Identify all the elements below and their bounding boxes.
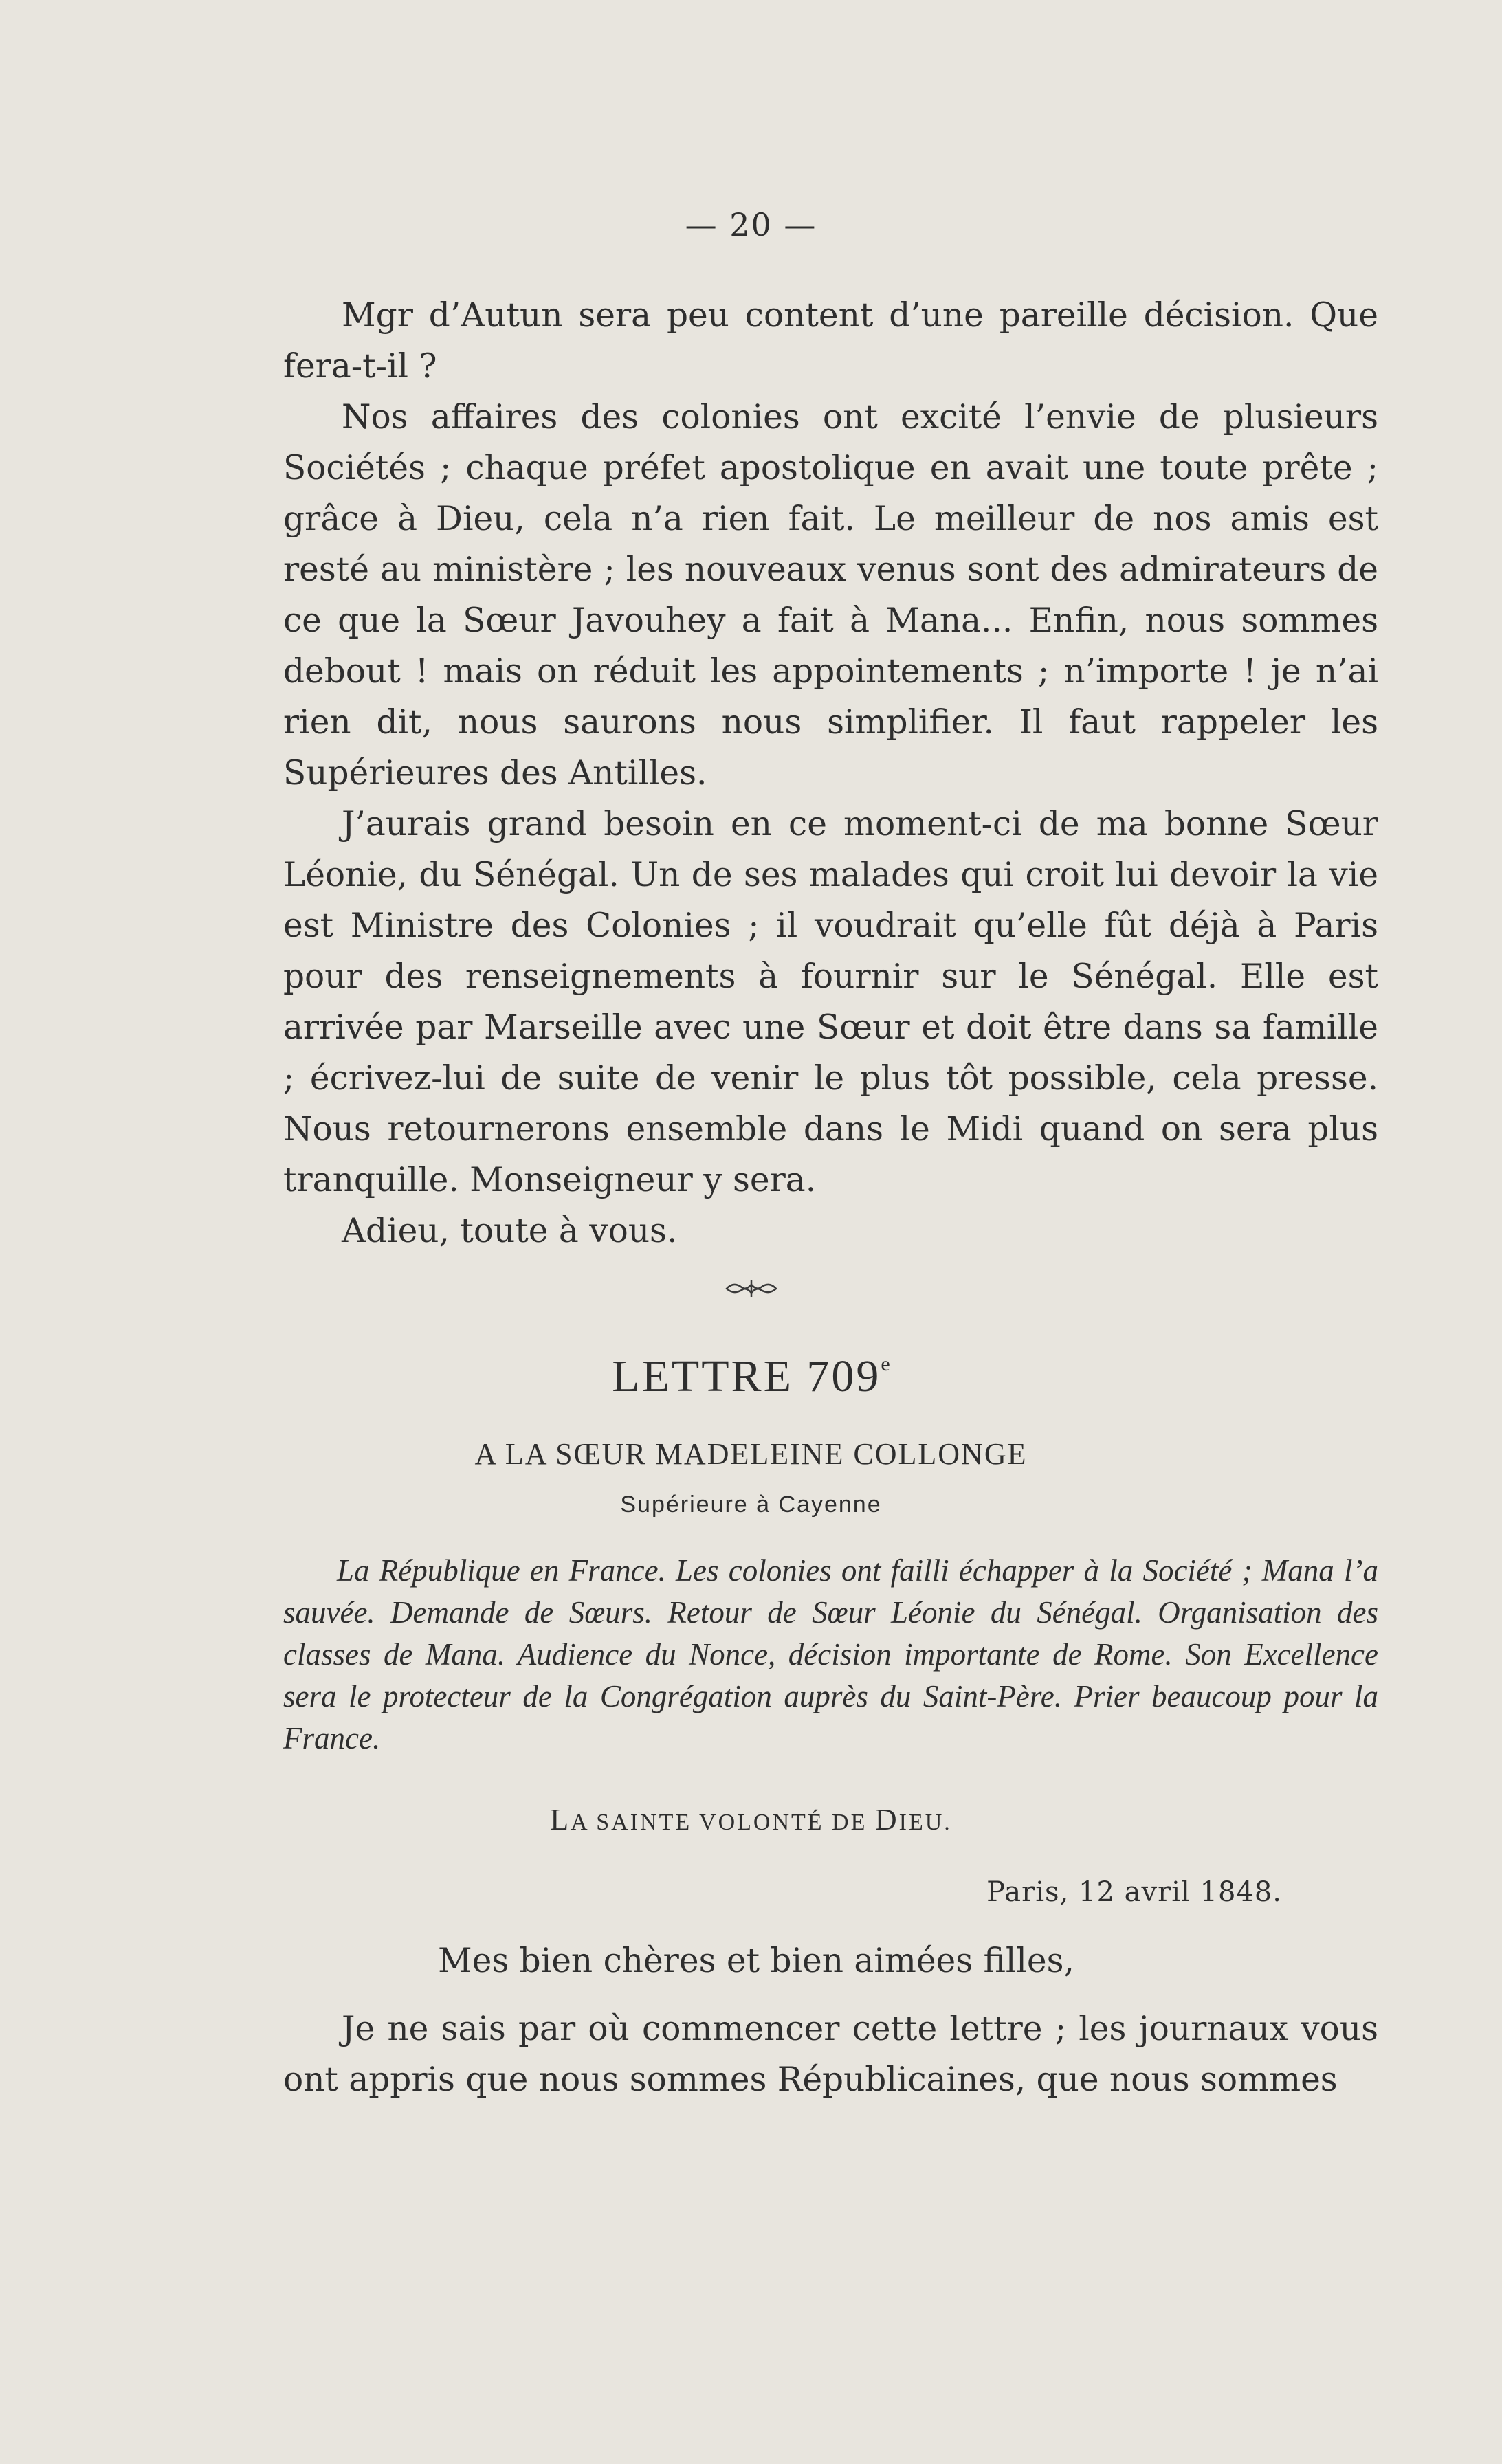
paragraph: Je ne sais par où commencer cette lettre ; les journaux vous ont appris que nous sommes Républicaines, que nous sommes: [283, 2010, 1378, 2099]
letter-dateline: Paris, 12 avril 1848.: [986, 1876, 1282, 1908]
recipient-role: Supérieure à Cayenne: [620, 1491, 882, 1518]
paragraph: J’aurais grand besoin en ce moment-ci de ma bonne Sœur Léonie, du Sénégal. Un de ses malades qui croit lui devoir la vie est Ministre des Colonies ; il voudrait qu’elle fût déjà à Paris pour des renseignements à fournir sur le Sénégal. Elle est arrivée par Marseille avec une Sœur et doit être dans sa famille ; écrivez-lui de suite de venir le plus tôt possible, cela presse. Nous retournerons ensemble dans le Midi quand on sera plus tranquille. Monseigneur y sera.: [283, 805, 1378, 1199]
paragraph: Mgr d’Autun sera peu content d’une pareille décision. Que fera-t-il ?: [283, 296, 1378, 386]
letter-recipient: A LA SŒUR MADELEINE COLLONGE: [474, 1437, 1028, 1471]
letter-heading: LA SAINTE VOLONTÉ DE DIEU.: [550, 1803, 952, 1836]
letter-body: [283, 2004, 1378, 2105]
letter-salutation: Mes bien chères et bien aimées filles,: [438, 1942, 1074, 1980]
letter-title: LETTRE 709e: [612, 1351, 890, 1401]
paragraph: Adieu, toute à vous.: [342, 1212, 678, 1250]
page-number: — 20 —: [685, 206, 817, 243]
fleuron-ornament-icon: [0, 1278, 1502, 1302]
continuation-text: [283, 290, 1378, 1256]
paragraph: Nos affaires des colonies ont excité l’envie de plusieurs Sociétés ; chaque préfet apostolique en avait une toute prête ; grâce à Dieu, cela n’a rien fait. Le meilleur de nos amis est resté au ministère ; les nouveaux venus sont des admirateurs de ce que la Sœur Javouhey a fait à Mana... Enfin, nous sommes debout ! mais on réduit les appointements ; n’importe ! je n’ai rien dit, nous saurons nous simplifier. Il faut rappeler les Supérieures des Antilles.: [283, 398, 1378, 792]
letter-summary: [283, 1550, 1378, 1760]
summary-text: La République en France. Les colonies ont failli échapper à la Société ; Mana l’a sauvée. Demande de Sœurs. Retour de Sœur Léonie du Sénégal. Organisation des classes de Mana. Audience du Nonce, décision importante de Rome. Son Excellence sera le protecteur de la Congrégation auprès du Saint-Père. Prier beaucoup pour la France.: [283, 1553, 1378, 1755]
